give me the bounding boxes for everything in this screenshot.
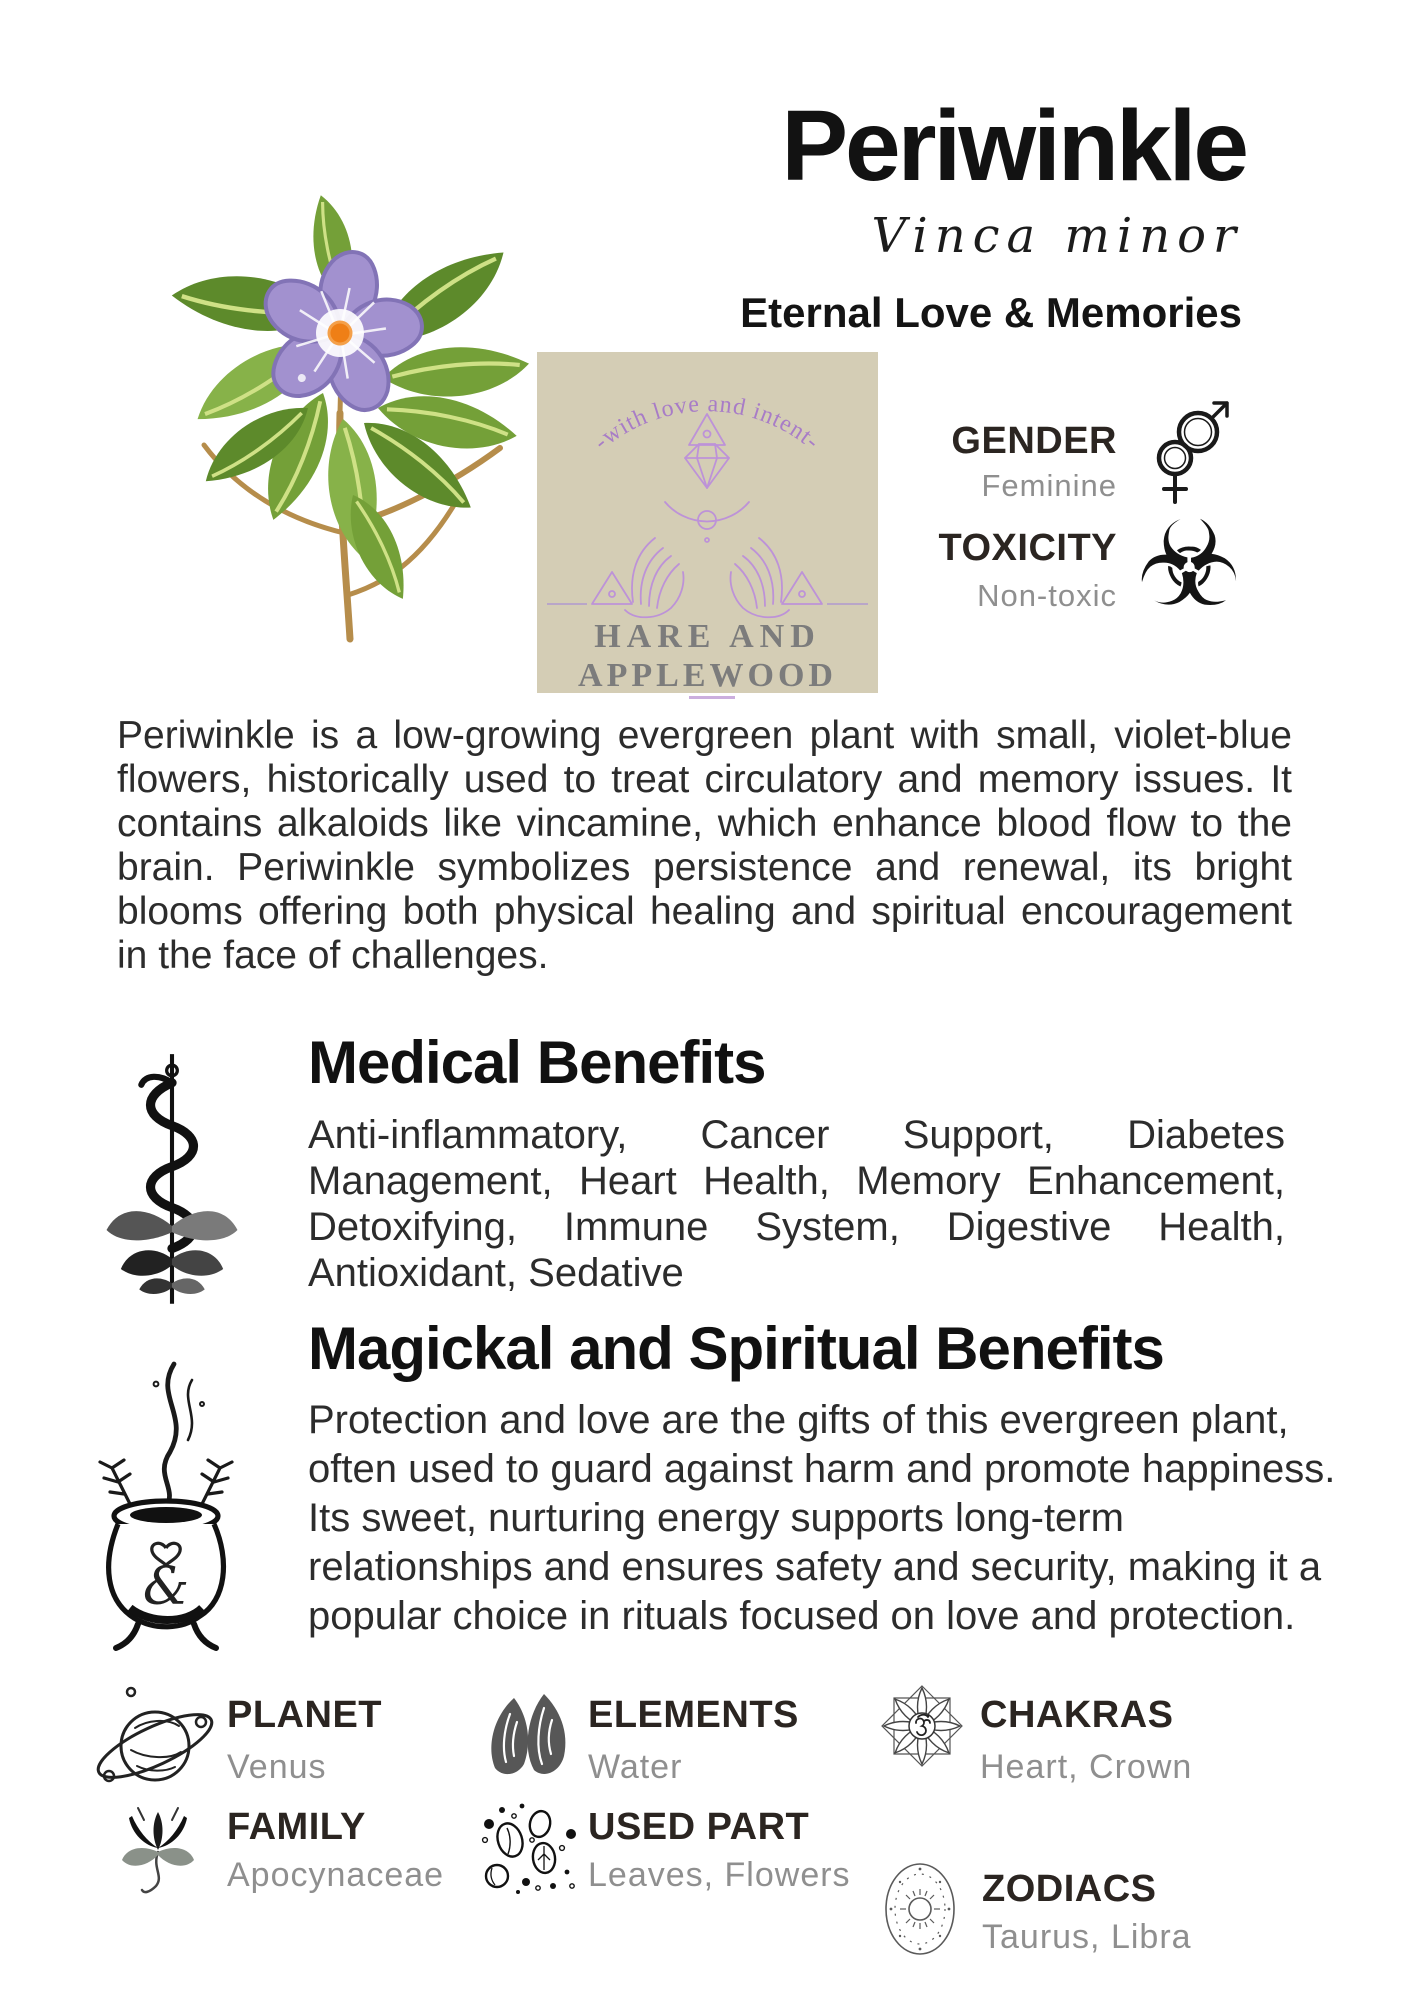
magickal-benefits-heading: Magickal and Spiritual Benefits bbox=[308, 1315, 1164, 1382]
magickal-benefits-text: Protection and love are the gifts of this evergreen plant, often used to guard against harm and promote happiness. Its sweet, nurturing energy supports long-term relationships and ensures safety and security, making it a popular choice in rituals focused on love and protection. bbox=[308, 1398, 1336, 1638]
brand-logo bbox=[537, 352, 878, 693]
asclepius-needle-icon bbox=[102, 1050, 242, 1316]
logo-name-line2: APPLEWOOD bbox=[578, 657, 837, 694]
used-part-label: USED PART bbox=[588, 1806, 810, 1848]
gender-value: Feminine bbox=[981, 468, 1117, 503]
medical-benefits-heading: Medical Benefits bbox=[308, 1029, 766, 1096]
used-part-icon bbox=[480, 1796, 580, 1900]
zodiacs-icon bbox=[878, 1860, 962, 1958]
cauldron-emblem: & bbox=[142, 1557, 190, 1617]
page-title: Periwinkle bbox=[781, 90, 1246, 202]
medical-benefits-text: Anti-inflammatory, Cancer Support, Diabetes Management, Heart Health, Memory Enhancement, Detoxifying, Immune System, Digestive Health, Antioxidant, Sedative bbox=[308, 1113, 1285, 1295]
latin-name: Vinca minor bbox=[871, 208, 1243, 264]
elements-icon bbox=[482, 1686, 574, 1782]
biohazard-icon: ☣ bbox=[1136, 495, 1242, 633]
used-part-value: Leaves, Flowers bbox=[588, 1856, 851, 1894]
planet-label: PLANET bbox=[227, 1694, 382, 1736]
gender-label: GENDER bbox=[951, 420, 1117, 462]
logo-arc-text: -with love and intent- bbox=[589, 391, 825, 456]
chakras-value: Heart, Crown bbox=[980, 1748, 1193, 1786]
chakras-label: CHAKRAS bbox=[980, 1694, 1174, 1736]
zodiacs-value: Taurus, Libra bbox=[982, 1918, 1192, 1956]
plant-description: Periwinkle is a low-growing evergreen plant with small, violet-blue flowers, historically used to treat circulatory and memory issues. It contains alkaloids like vincamine, which enhance blood flow to the brain. Periwinkle symbolizes persistence and renewal, its bright blooms offering both physical healing and spiritual encouragement in the face of challenges. bbox=[117, 714, 1292, 977]
zodiacs-label: ZODIACS bbox=[982, 1868, 1157, 1910]
family-icon bbox=[118, 1800, 198, 1898]
tagline: Eternal Love & Memories bbox=[740, 289, 1242, 336]
elements-label: ELEMENTS bbox=[588, 1694, 799, 1736]
cauldron-icon bbox=[86, 1356, 250, 1656]
logo-name-line1: HARE AND bbox=[594, 618, 821, 655]
logo-underline bbox=[689, 696, 735, 699]
toxicity-value: Non-toxic bbox=[977, 578, 1117, 613]
family-label: FAMILY bbox=[227, 1806, 366, 1848]
planet-value: Venus bbox=[227, 1748, 327, 1786]
chakras-icon bbox=[876, 1680, 968, 1772]
planet-icon bbox=[95, 1676, 219, 1808]
elements-value: Water bbox=[588, 1748, 683, 1786]
periwinkle-plant-illustration bbox=[128, 193, 576, 655]
family-value: Apocynaceae bbox=[227, 1856, 445, 1894]
toxicity-label: TOXICITY bbox=[938, 527, 1117, 569]
